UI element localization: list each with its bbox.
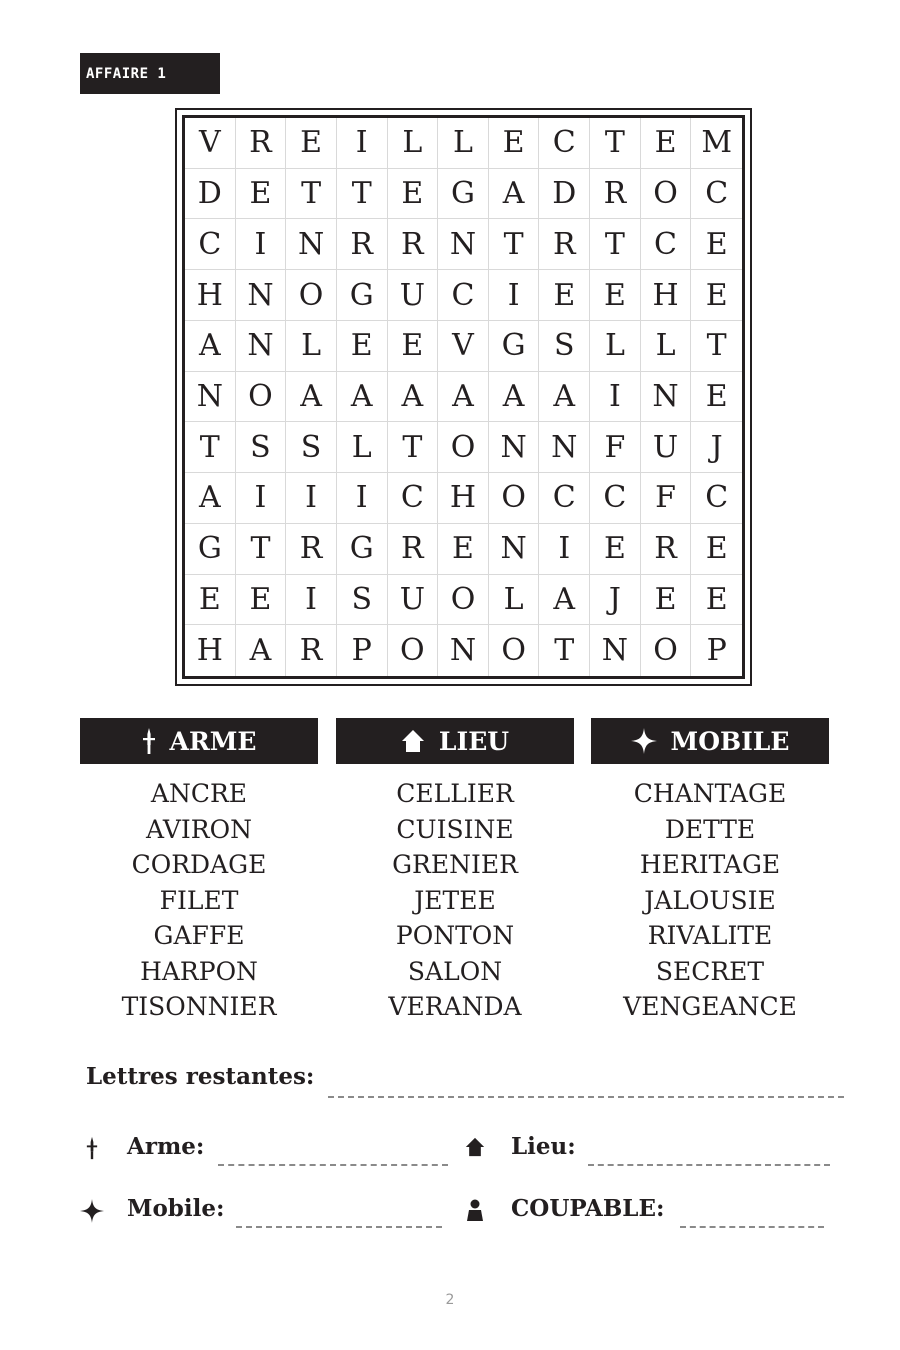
grid-cell[interactable]: H — [185, 625, 236, 676]
grid-cell[interactable]: L — [337, 422, 388, 473]
word-item: HARPON — [140, 956, 258, 986]
grid-cell[interactable]: R — [539, 219, 590, 270]
word-item: AVIRON — [146, 814, 252, 844]
grid-cell[interactable]: H — [185, 270, 236, 321]
grid-cell[interactable]: F — [641, 473, 692, 524]
grid-cell[interactable]: A — [337, 372, 388, 423]
dagger-icon — [86, 1136, 98, 1160]
word-item: CELLIER — [396, 779, 514, 808]
grid-cell[interactable]: R — [641, 524, 692, 575]
category-header-place — [336, 718, 574, 764]
word-item: CORDAGE — [131, 850, 267, 879]
grid-cell[interactable]: E — [388, 169, 439, 220]
grid-cell[interactable]: A — [185, 321, 236, 372]
grid-cell[interactable]: E — [691, 372, 742, 423]
page-number: 2 — [445, 1292, 455, 1308]
word-item: VERANDA — [388, 992, 522, 1021]
word-item: JALOUSIE — [644, 885, 776, 915]
word-item: FILET — [159, 885, 239, 915]
sparkle-icon — [631, 728, 657, 754]
motive-answer-label: Mobile: — [127, 1195, 225, 1222]
grid-cell[interactable]: O — [236, 372, 287, 423]
word-item: JETEE — [414, 885, 496, 915]
grid-cell[interactable]: I — [590, 372, 641, 423]
grid-cell[interactable]: T — [388, 422, 439, 473]
grid-cell[interactable]: I — [236, 219, 287, 270]
category-title: LIEU — [438, 726, 510, 756]
grid-cell[interactable]: N — [590, 625, 641, 676]
culprit-answer-field[interactable] — [680, 1226, 824, 1228]
remaining-letters-label: Lettres restantes: — [86, 1063, 315, 1090]
word-item: DETTE — [664, 814, 756, 844]
grid-cell[interactable]: T — [337, 169, 388, 220]
grid-cell[interactable]: E — [691, 219, 742, 270]
place-answer-label: Lieu: — [511, 1133, 576, 1160]
word-item: SECRET — [655, 956, 765, 986]
grid-cell[interactable]: S — [236, 422, 287, 473]
word-item: TISONNIER — [121, 992, 277, 1021]
grid-cell[interactable]: E — [489, 118, 540, 169]
grid-cell[interactable]: I — [286, 575, 337, 626]
category-header-motive — [591, 718, 829, 764]
grid-cell[interactable]: T — [590, 118, 641, 169]
word-item: SALON — [407, 956, 503, 986]
grid-cell[interactable]: O — [641, 169, 692, 220]
grid-cell[interactable]: H — [438, 473, 489, 524]
word-list-place — [336, 776, 574, 1025]
grid-cell[interactable]: T — [489, 219, 540, 270]
category-title: MOBILE — [670, 726, 790, 756]
word-item: VENGEANCE — [623, 992, 797, 1021]
grid-cell[interactable]: L — [438, 118, 489, 169]
sparkle-icon — [80, 1199, 104, 1223]
grid-cell[interactable]: E — [539, 270, 590, 321]
grid-cell[interactable]: O — [641, 625, 692, 676]
grid-cell[interactable]: U — [388, 270, 439, 321]
grid-cell[interactable]: E — [590, 270, 641, 321]
category-title: ARME — [169, 726, 257, 756]
grid-cell[interactable]: D — [539, 169, 590, 220]
grid-cell[interactable]: I — [539, 524, 590, 575]
grid-cell[interactable]: A — [236, 625, 287, 676]
grid-cell[interactable]: O — [438, 575, 489, 626]
grid-cell[interactable]: J — [590, 575, 641, 626]
grid-cell[interactable]: R — [286, 524, 337, 575]
house-icon — [465, 1137, 485, 1157]
grid-cell[interactable]: P — [337, 625, 388, 676]
grid-cell[interactable]: A — [185, 473, 236, 524]
grid-cell[interactable]: U — [641, 422, 692, 473]
grid-cell[interactable]: E — [388, 321, 439, 372]
person-icon — [466, 1199, 484, 1221]
grid-cell[interactable]: A — [489, 169, 540, 220]
grid-cell[interactable]: N — [489, 524, 540, 575]
grid-cell[interactable]: F — [590, 422, 641, 473]
grid-cell[interactable]: C — [641, 219, 692, 270]
grid-cell[interactable]: J — [691, 422, 742, 473]
grid-cell[interactable]: E — [641, 118, 692, 169]
remaining-letters-field[interactable] — [328, 1096, 844, 1098]
grid-cell[interactable]: U — [388, 575, 439, 626]
grid-cell[interactable]: I — [337, 473, 388, 524]
case-label: AFFAIRE 1 — [80, 53, 220, 94]
grid-cell[interactable]: C — [691, 169, 742, 220]
weapon-answer-label: Arme: — [127, 1133, 205, 1160]
grid-cell[interactable]: T — [590, 219, 641, 270]
grid-cell[interactable]: G — [185, 524, 236, 575]
grid-cell[interactable]: E — [641, 575, 692, 626]
word-item: CHANTAGE — [633, 779, 787, 808]
grid-cell[interactable]: N — [236, 321, 287, 372]
grid-cell[interactable]: N — [185, 372, 236, 423]
grid-cell[interactable]: N — [286, 219, 337, 270]
house-icon — [401, 729, 425, 753]
grid-cell[interactable]: T — [185, 422, 236, 473]
grid-cell[interactable]: A — [539, 372, 590, 423]
grid-cell[interactable]: L — [641, 321, 692, 372]
grid-cell[interactable]: E — [691, 575, 742, 626]
grid-cell[interactable]: T — [691, 321, 742, 372]
grid-cell[interactable]: N — [641, 372, 692, 423]
grid-cell[interactable]: O — [489, 473, 540, 524]
grid-cell[interactable]: L — [590, 321, 641, 372]
grid-cell[interactable]: P — [706, 633, 727, 669]
grid-cell[interactable]: E — [185, 575, 236, 626]
grid-cell[interactable]: O — [286, 270, 337, 321]
grid-cell[interactable]: C — [590, 473, 641, 524]
grid-cell[interactable]: M — [691, 118, 742, 169]
grid-cell[interactable]: S — [539, 321, 590, 372]
motive-answer-field[interactable] — [236, 1226, 442, 1228]
grid-cell[interactable]: E — [438, 524, 489, 575]
word-item: PONTON — [395, 921, 515, 950]
word-search-inner-border — [182, 115, 745, 679]
grid-cell[interactable]: R — [286, 625, 337, 676]
grid-cell[interactable]: D — [185, 169, 236, 220]
grid-cell[interactable]: E — [286, 118, 337, 169]
grid-cell[interactable]: E — [691, 270, 742, 321]
grid-cell[interactable]: E — [337, 321, 388, 372]
grid-cell[interactable]: G — [489, 321, 540, 372]
weapon-answer-field[interactable] — [218, 1164, 448, 1166]
grid-cell[interactable]: N — [489, 422, 540, 473]
grid-cell[interactable]: E — [590, 524, 641, 575]
word-list-weapon — [80, 776, 318, 1025]
word-item: HERITAGE — [639, 850, 781, 879]
word-search-frame — [175, 108, 752, 686]
category-header-weapon — [80, 718, 318, 764]
grid-cell[interactable]: A — [388, 372, 439, 423]
grid-cell[interactable]: R — [337, 219, 388, 270]
grid-cell[interactable]: L — [388, 118, 439, 169]
grid-cell[interactable]: A — [489, 372, 540, 423]
grid-cell[interactable]: E — [691, 524, 742, 575]
grid-cell[interactable]: C — [539, 473, 590, 524]
grid-cell[interactable]: A — [539, 575, 590, 626]
grid-cell[interactable]: C — [185, 219, 236, 270]
grid-cell[interactable]: I — [489, 270, 540, 321]
word-item: RIVALITE — [647, 921, 773, 950]
place-answer-field[interactable] — [588, 1164, 830, 1166]
grid-cell[interactable]: A — [286, 372, 337, 423]
grid-cell[interactable]: R — [590, 169, 641, 220]
grid-cell[interactable]: R — [236, 118, 287, 169]
grid-cell[interactable]: E — [236, 169, 287, 220]
grid-cell[interactable]: N — [438, 219, 489, 270]
grid-cell[interactable]: C — [388, 473, 439, 524]
word-item: GAFFE — [153, 921, 245, 950]
grid-cell[interactable]: E — [236, 575, 287, 626]
grid-cell[interactable]: N — [438, 625, 489, 676]
grid-cell[interactable]: V — [438, 321, 489, 372]
grid-cell[interactable]: S — [286, 422, 337, 473]
grid-cell[interactable]: O — [489, 625, 540, 676]
word-item: GRENIER — [392, 850, 518, 879]
grid-cell[interactable]: A — [438, 372, 489, 423]
grid-cell[interactable]: G — [337, 524, 388, 575]
grid-cell[interactable]: R — [388, 524, 439, 575]
word-item: CUISINE — [396, 814, 514, 844]
grid-cell[interactable]: C — [691, 473, 742, 524]
grid-cell[interactable]: G — [438, 169, 489, 220]
grid-cell[interactable]: I — [236, 473, 287, 524]
culprit-answer-label: COUPABLE: — [511, 1195, 665, 1222]
grid-cell[interactable]: O — [388, 625, 439, 676]
grid-cell[interactable]: C — [539, 118, 590, 169]
grid-cell[interactable]: T — [236, 524, 287, 575]
grid-cell[interactable]: S — [337, 575, 388, 626]
grid-cell[interactable]: N — [236, 270, 287, 321]
word-item: ANCRE — [150, 779, 248, 808]
grid-cell[interactable]: R — [388, 219, 439, 270]
grid-cell[interactable]: I — [337, 118, 388, 169]
grid-cell[interactable]: C — [438, 270, 489, 321]
grid-cell[interactable]: T — [539, 625, 590, 676]
grid-cell[interactable]: N — [539, 422, 590, 473]
grid-cell[interactable]: G — [337, 270, 388, 321]
grid-cell[interactable]: H — [641, 270, 692, 321]
grid-cell[interactable]: O — [438, 422, 489, 473]
grid-cell[interactable]: L — [286, 321, 337, 372]
grid-cell[interactable]: L — [489, 575, 540, 626]
word-list-motive — [591, 776, 829, 1025]
dagger-icon — [142, 728, 156, 754]
grid-cell[interactable]: I — [286, 473, 337, 524]
grid-cell[interactable]: V — [185, 118, 236, 169]
word-search-grid[interactable] — [185, 118, 742, 676]
grid-cell[interactable]: T — [286, 169, 337, 220]
